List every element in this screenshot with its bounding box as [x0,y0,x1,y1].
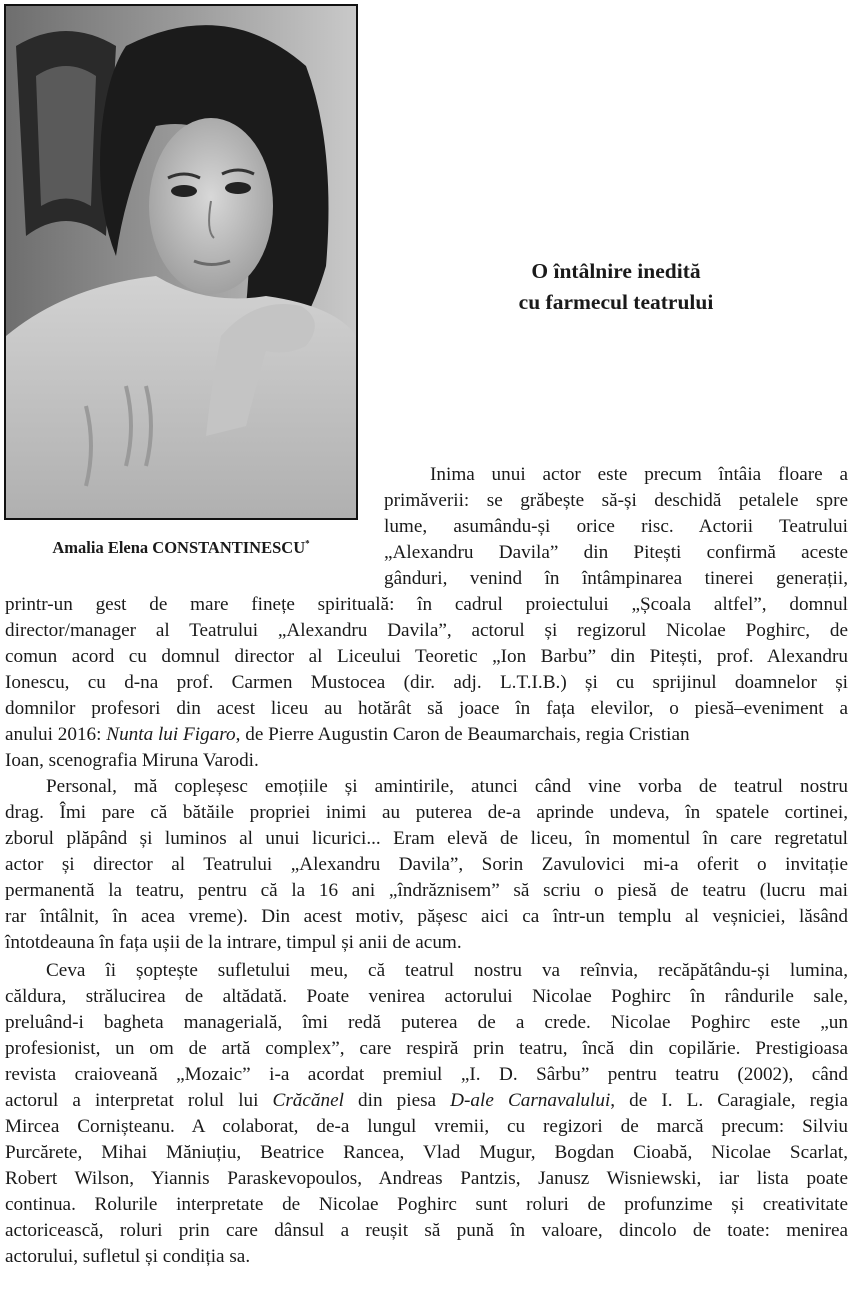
text-run: actorul a interpretat rolul lui [5,1090,273,1111]
text-line: continua. Rolurile interpretate de Nicolae Poghirc sunt roluri de profunzime și creativitate [5,1194,848,1215]
portrait-image [6,6,356,518]
play-title: D-ale Carnavalului [450,1090,611,1111]
text-line: revista craioveană „Mozaic” i-a acordat premiul „I. D. Sârbu” pentru teatru (2002), când [5,1064,848,1085]
title-line-1: O întâlnire inedită [531,259,701,283]
author-caption [4,538,358,558]
text-line: Ionescu, cu d-na prof. Carmen Mustocea (dir. adj. L.T.I.B.) și cu sprijinul doamnelor și [5,672,848,693]
article-title [400,256,832,318]
text-line: director/manager al Teatrului „Alexandru Davila”, actorul și regizorul Nicolae Poghirc, de [5,620,848,641]
text-line [5,1089,848,1113]
footnote-mark: * [305,538,310,549]
text-line: preluând-i bagheta managerială, îmi redă puterea de a crede. Nicolae Poghirc este „un [5,1012,848,1033]
text-line: primăverii: se grăbește să-și deschidă petalele spre [384,490,848,511]
text-line: domnilor profesori din acest liceu au hotărât să joace în fața elevilor, o piesă–eveniment a [5,698,848,719]
text-line: „Alexandru Davila” din Pitești confirmă aceste [384,542,848,563]
text-line: permanentă la teatru, pentru că la 16 ani „îndrăznisem” să scriu o piesă de teatru (lucru mai [5,880,848,901]
text-line: profesionist, un om de artă complex”, care respiră prin teatru, încă din copilărie. Prestigioasa [5,1038,848,1059]
text-line: căldura, strălucirea de altădată. Poate venirea actorului Nicolae Poghirc în rândurile sale, [5,986,848,1007]
text-line: printr-un gest de mare finețe spirituală: în cadrul proiectului „Școala altfel”, domnul [5,594,848,615]
text-line: întotdeauna în fața ușii de la intrare, timpul și anii de acum. [5,932,462,953]
text-run: din piesa [343,1090,451,1111]
text-run: , de I. L. Caragiale, regia [610,1090,848,1111]
text-line: actorului, sufletul și condiția sa. [5,1246,251,1267]
text-line: Ceva îi șoptește sufletului meu, că teatrul nostru va reînvia, recăpătându-și lumina, [46,960,848,981]
text-line: Purcărete, Mihai Măniuțiu, Beatrice Rancea, Vlad Mugur, Bogdan Cioabă, Nicolae Scarlat, [5,1142,848,1163]
text-line: actor și director al Teatrului „Alexandru Davila”, Sorin Zavulovici mi-a oferit o invitație [5,854,848,875]
text-line: lume, asumându-și orice risc. Actorii Teatrului [384,516,848,537]
text-line: Personal, mă copleșesc emoțiile și amintirile, atunci când vine vorba de teatrul nostru [46,776,848,797]
role-name: Crăcănel [272,1090,344,1111]
text-span [5,1089,848,1113]
play-title: Nunta lui Figaro [106,724,236,745]
text-line: Inima unui actor este precum întâia floare a [430,464,848,485]
text-line: Ioan, scenografia Miruna Varodi. [5,750,259,771]
text-line: actoricească, roluri prin care dânsul a reușit să pună în valoare, dincolo de toate: menirea [5,1220,848,1241]
text-line: Robert Wilson, Yiannis Paraskevopoulos, Andreas Pantzis, Janusz Wisniewski, iar lista poate [5,1168,848,1189]
title-line-2: cu farmecul teatrului [518,290,714,314]
text-line: gânduri, venind în întâmpinarea tinerei generații, [384,568,848,589]
text-run: anului 2016: [5,724,107,745]
text-line: comun acord cu domnul director al Liceului Teoretic „Ion Barbu” din Pitești, prof. Alexandru [5,646,848,667]
text-span [5,723,690,747]
author-name: Amalia Elena CONSTANTINESCU [52,538,306,557]
text-line: Mircea Cornișteanu. A colaborat, de-a lungul vremii, cu regizori de marcă precum: Silviu [5,1116,848,1137]
author-portrait [4,4,358,520]
text-line: rar întâlnit, în acea vreme). Din acest motiv, pășesc aici ca într-un templu al veșniciei, lăsând [5,906,848,927]
text-line [5,723,848,747]
text-line: zborul plăpând și luminos al unui licurici... Eram elevă de liceu, în momentul în care regretatul [5,828,848,849]
text-run: , de Pierre Augustin Caron de Beaumarchais, regia Cristian [235,724,690,745]
text-line: drag. Îmi pare că bătăile propriei inimi au puterea de-a aprinde undeva, în spatele cortinei, [5,802,848,823]
